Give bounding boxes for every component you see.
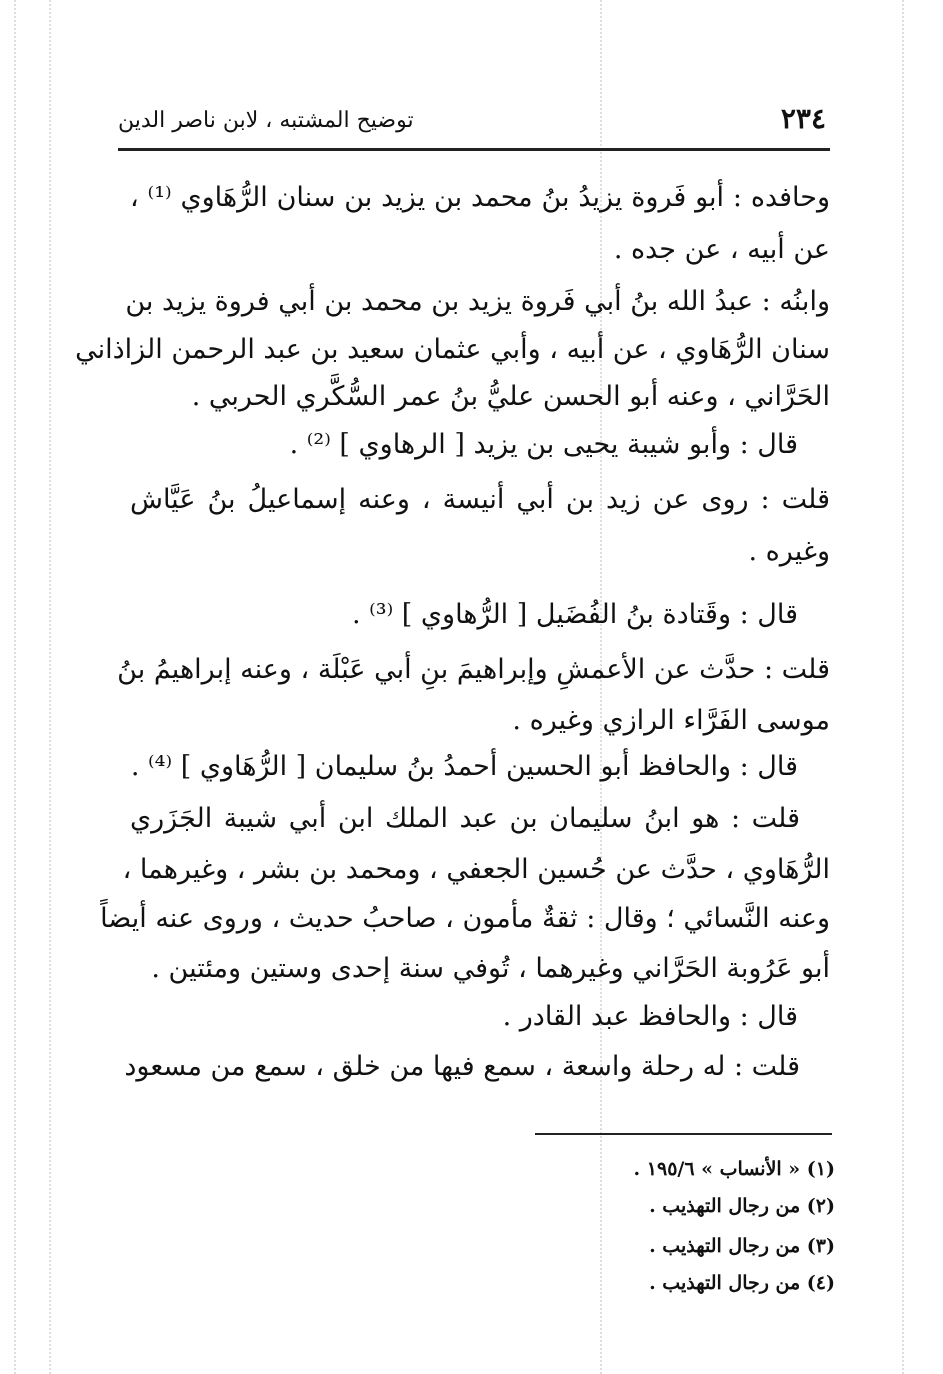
body-line: قلت : حدَّث عن الأعمشِ وإبراهيمَ بنِ أبي عَبْلَة ، وعنه إبراهيمُ بنُ bbox=[117, 654, 830, 685]
body-line: عن أبيه ، عن جده . bbox=[613, 234, 830, 265]
body-line: وابنُه : عبدُ الله بنُ أبي فَروة يزيد بن محمد بن أبي فروة يزيد بن bbox=[125, 286, 830, 317]
body-line: قال : والحافظ أبو الحسين أحمدُ بنُ سليمان [ الرُّهَاوي ] ⁽⁴⁾ . bbox=[130, 751, 798, 782]
footnote: (١) « الأنساب » ١٩٥/٦ . bbox=[633, 1158, 835, 1180]
footnote: (٣) من رجال التهذيب . bbox=[649, 1235, 835, 1257]
body-line: قلت : روى عن زيد بن أبي أنيسة ، وعنه إسماعيلُ بنُ عَيَّاش bbox=[130, 484, 830, 515]
scan-artifact bbox=[902, 0, 904, 1374]
page-header bbox=[118, 96, 826, 136]
body-line: الرُّهَاوي ، حدَّث عن حُسين الجعفي ، ومحمد بن بشر ، وغيرهما ، bbox=[122, 854, 830, 885]
body-line: قلت : هو ابنُ سليمان بن عبد الملك ابن أبي شيبة الجَزَري bbox=[130, 803, 800, 834]
body-line: قال : والحافظ عبد القادر . bbox=[502, 1001, 798, 1032]
body-line: موسى الفَرَّاء الرازي وغيره . bbox=[512, 705, 830, 736]
body-line: الحَرَّاني ، وعنه أبو الحسن عليُّ بنُ عمر السُّكَّري الحربي . bbox=[191, 381, 830, 412]
body-line: قال : وقَتادة بنُ الفُضَيل [ الرُّهاوي ] ⁽³⁾ . bbox=[351, 599, 798, 630]
footnote-rule bbox=[535, 1133, 832, 1135]
header-rule bbox=[118, 148, 830, 151]
body-line: وحافده : أبو فَروة يزيدُ بنُ محمد بن يزيد بن سنان الرُّهَاوي ⁽¹⁾ ، bbox=[130, 182, 831, 213]
body-line: وعنه النَّسائي ؛ وقال : ثقةٌ مأمون ، صاحبُ حديث ، وروى عنه أيضاً bbox=[100, 903, 830, 934]
body-line: قال : وأبو شيبة يحيى بن يزيد [ الرهاوي ] ⁽²⁾ . bbox=[289, 429, 798, 460]
footnote: (٤) من رجال التهذيب . bbox=[649, 1272, 835, 1294]
footnote: (٢) من رجال التهذيب . bbox=[649, 1195, 835, 1217]
page-number: ٢٣٤ bbox=[780, 102, 826, 135]
body-line: قلت : له رحلة واسعة ، سمع فيها من خلق ، سمع من مسعود bbox=[124, 1051, 800, 1082]
scan-artifact bbox=[49, 0, 51, 1374]
body-line: وغيره . bbox=[748, 536, 830, 567]
body-line: سنان الرُّهَاوي ، عن أبيه ، وأبي عثمان سعيد بن عبد الرحمن الزاذاني bbox=[75, 334, 830, 365]
scan-artifact bbox=[14, 0, 16, 1374]
running-title: توضيح المشتبه ، لابن ناصر الدين bbox=[118, 108, 414, 133]
body-line: أبو عَرُوبة الحَرَّاني وغيرهما ، تُوفي سنة إحدى وستين ومئتين . bbox=[151, 953, 830, 984]
